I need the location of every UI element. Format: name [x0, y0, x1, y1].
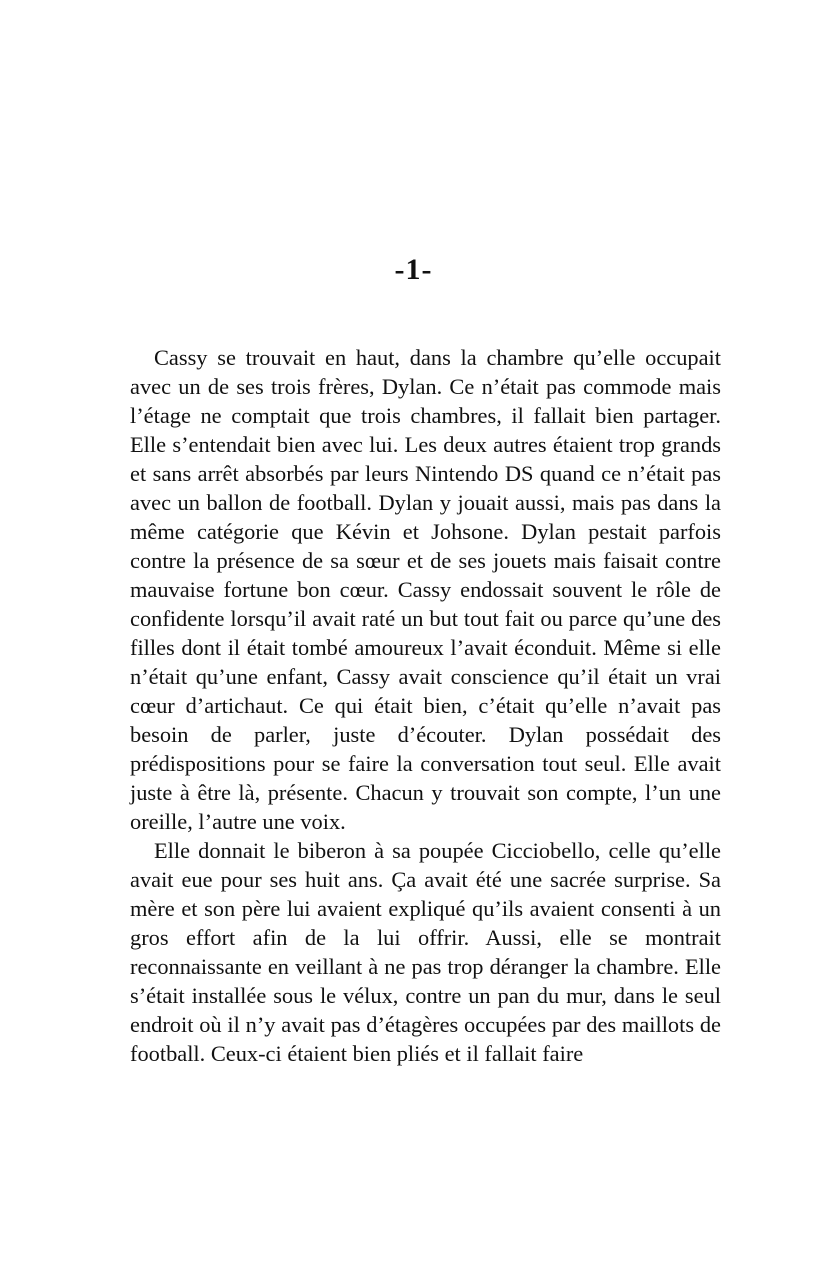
- body-text: [130, 343, 721, 1068]
- paragraph: Cassy se trouvait en haut, dans la chambre qu’elle occupait avec un de ses trois frères, Dylan. Ce n’était pas commode mais l’étage ne comptait que trois chambres, il fallait bien partager. Elle s’entendait bien avec lui. Les deux autres étaient trop grands et sans arrêt absorbés par leurs Nintendo DS quand ce n’était pas avec un ballon de football. Dylan y jouait aussi, mais pas dans la même catégorie que Kévin et Johsone. Dylan pestait parfois contre la présence de sa sœur et de ses jouets mais faisait contre mauvaise fortune bon cœur. Cassy endossait souvent le rôle de confidente lorsqu’il avait raté un but tout fait ou parce qu’une des filles dont il était tombé amoureux l’avait éconduit. Même si elle n’était qu’une enfant, Cassy avait conscience qu’il était un vrai cœur d’artichaut. Ce qui était bien, c’était qu’elle n’avait pas besoin de parler, juste d’écouter. Dylan possédait des prédispositions pour se faire la conversation tout seul. Elle avait juste à être là, présente. Chacun y trouvait son compte, l’un une oreille, l’autre une voix.: [130, 345, 721, 834]
- paragraph: Elle donnait le biberon à sa poupée Cicciobello, celle qu’elle avait eue pour ses huit ans. Ça avait été une sacrée surprise. Sa mère et son père lui avaient expliqué qu’ils avaient consenti à un gros effort afin de la lui offrir. Aussi, elle se montrait reconnaissante en veillant à ne pas trop déranger la chambre. Elle s’était installée sous le vélux, contre un pan du mur, dans le seul endroit où il n’y avait pas d’étagères occupées par des maillots de football. Ceux-ci étaient bien pliés et il fallait faire: [130, 838, 721, 1066]
- chapter-title: -1-: [394, 253, 433, 286]
